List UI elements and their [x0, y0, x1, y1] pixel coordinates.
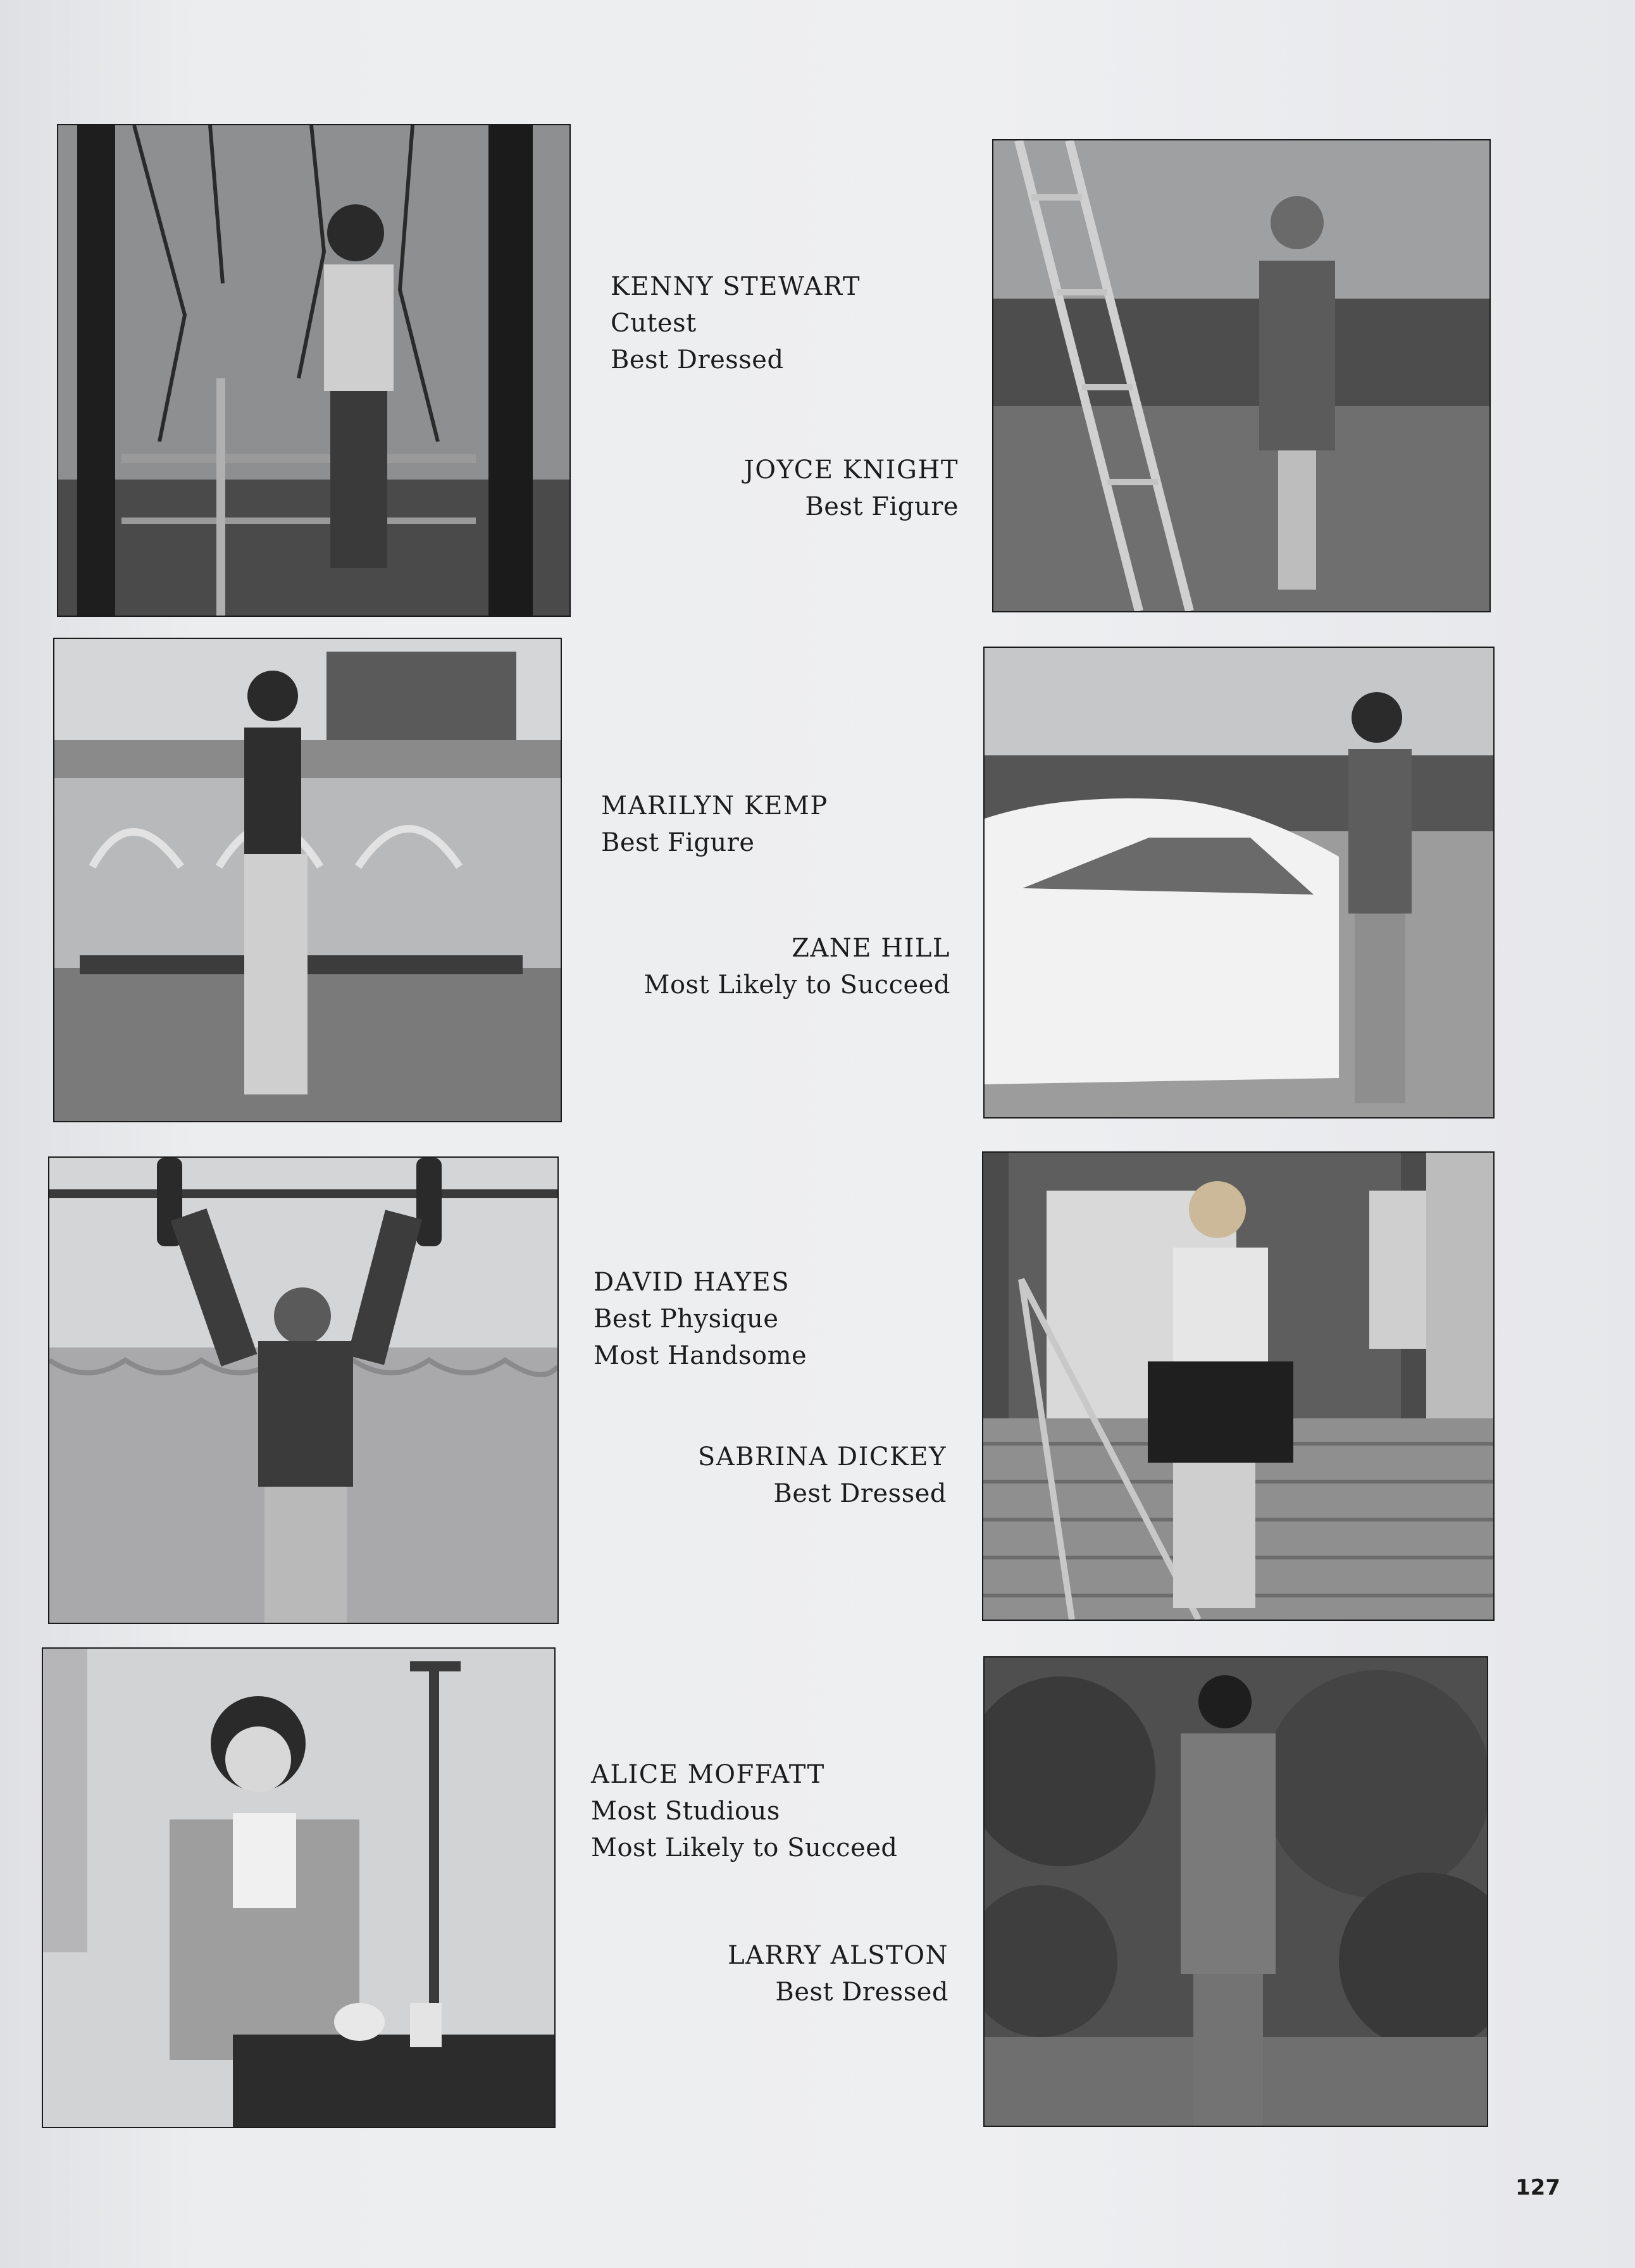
superlative-title: Best Physique: [594, 1304, 779, 1334]
superlative-title: Best Figure: [805, 492, 959, 521]
student-name: MARILYN KEMP: [601, 791, 828, 821]
superlative-title: Cutest: [611, 309, 697, 338]
superlative-title: Best Dressed: [775, 1978, 948, 2007]
photo-marilyn-kemp: [54, 639, 561, 1121]
caption-david-hayes: [594, 1264, 807, 1374]
superlative-title: Most Studious: [591, 1797, 780, 1826]
photo-alice-moffatt: [43, 1649, 554, 2127]
student-name: LARRY ALSTON: [728, 1941, 948, 1970]
photo-zane-hill: [985, 648, 1493, 1117]
photo-kenny-stewart: [58, 125, 569, 616]
photo-david-hayes: [49, 1158, 557, 1623]
caption-sabrina-dickey: [698, 1439, 947, 1512]
photo-joyce-knight: [993, 140, 1489, 611]
student-name: DAVID HAYES: [594, 1268, 790, 1297]
student-name: KENNY STEWART: [611, 272, 861, 301]
caption-larry-alston: [728, 1937, 948, 2011]
caption-joyce-knight: [744, 452, 959, 525]
photo-larry-alston: [985, 1658, 1487, 2126]
superlative-title: Best Dressed: [773, 1479, 947, 1508]
student-name: SABRINA DICKEY: [697, 1442, 947, 1472]
superlative-title: Most Likely to Succeed: [643, 970, 950, 1000]
page-number: 127: [1515, 2175, 1560, 2200]
superlative-title: Best Figure: [601, 828, 755, 857]
student-name: ALICE MOFFATT: [591, 1760, 825, 1789]
caption-alice-moffatt: [591, 1756, 898, 1866]
caption-kenny-stewart: [611, 268, 861, 378]
photo-sabrina-dickey: [983, 1153, 1493, 1620]
student-name: JOYCE KNIGHT: [743, 455, 959, 485]
superlative-title: Best Dressed: [611, 345, 784, 375]
student-name: ZANE HILL: [792, 934, 950, 963]
superlative-title: Most Likely to Succeed: [591, 1833, 898, 1862]
caption-marilyn-kemp: [601, 788, 828, 861]
superlative-title: Most Handsome: [594, 1341, 807, 1370]
caption-zane-hill: [643, 930, 950, 1003]
